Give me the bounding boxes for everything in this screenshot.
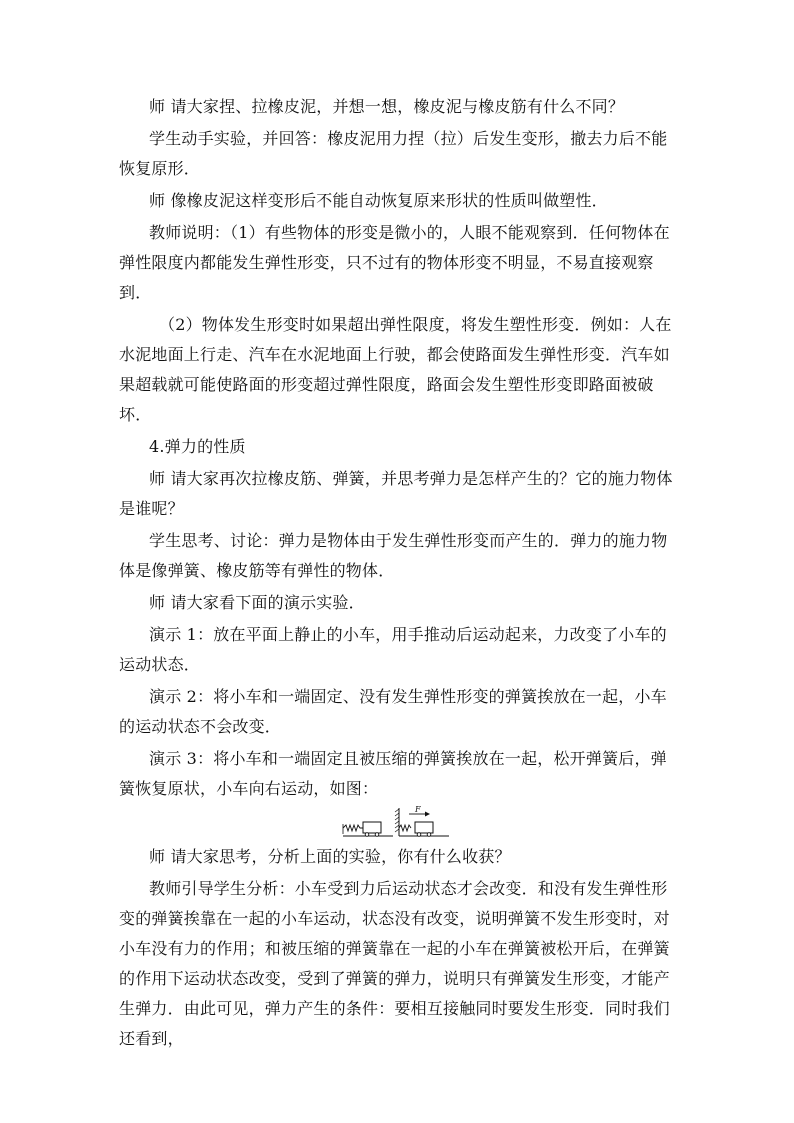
section-heading-elastic-force: 4.弹力的性质 bbox=[149, 437, 246, 456]
paragraph-student-discussion: 学生思考、讨论：弹力是物体由于发生弹性形变而产生的．弹力的施力物体是像弹簧、橡皮筋等有弹性的物体． bbox=[119, 531, 668, 580]
paragraph-student-answer: 学生动手实验，并回答：橡皮泥用力捏（拉）后发生变形，撤去力后不能恢复原形． bbox=[119, 129, 668, 178]
force-label: F bbox=[415, 806, 421, 814]
center-wall-hatch-icon bbox=[395, 809, 399, 832]
compressed-spring-icon bbox=[343, 825, 363, 831]
paragraph-demo-1: 演示 1：放在平面上静止的小车，用手推动后运动起来，力改变了小车的运动状态． bbox=[119, 625, 667, 674]
paragraph-teacher-question-analysis: 师 请大家思考，分析上面的实验，你有什么收获？ bbox=[149, 847, 511, 866]
paragraph-teacher-question-spring: 师 请大家再次拉橡皮筋、弹簧，并思考弹力是怎样产生的？它的施力物体是谁呢？ bbox=[119, 469, 673, 518]
left-cart-wheel-1 bbox=[365, 833, 369, 837]
right-cart-body bbox=[415, 822, 433, 833]
paragraph-plasticity-definition: 师 像橡皮泥这样变形后不能自动恢复原来形状的性质叫做塑性． bbox=[149, 191, 608, 210]
right-cart-wheel-2 bbox=[427, 833, 431, 837]
paragraph-teacher-note-2: （2）物体发生形变时如果超出弹性限度，将发生塑性形变．例如：人在水泥地面上行走、汽车在水泥地面上行驶，都会使路面发生弹性形变．汽车如果超载就可能使路面的形变超过弹性限度，路面会发生塑性形变即路面被破坏． bbox=[119, 315, 672, 424]
left-cart-body bbox=[363, 822, 381, 833]
paragraph-demo-intro: 师 请大家看下面的演示实验． bbox=[149, 593, 365, 612]
paragraph-teacher-note-1: 教师说明：（1）有些物体的形变是微小的，人眼不能观察到．任何物体在弹性限度内都能发生弹性形变，只不过有的物体形变不明显，不易直接观察到． bbox=[119, 223, 670, 302]
paragraph-demo-2: 演示 2：将小车和一端固定、没有发生弹性形变的弹簧挨放在一起，小车的运动状态不会改变． bbox=[119, 687, 667, 736]
paragraph-teacher-guided-analysis: 教师引导学生分析：小车受到力后运动状态才会改变．和没有发生弹性形变的弹簧挨靠在一起的小车运动，状态没有改变，说明弹簧不发生形变时，对小车没有力的作用；和被压缩的弹簧靠在一起的小车在弹簧被松开后，在弹簧的作用下运动状态改变，受到了弹簧的弹力，说明只有弹簧发生形变，才能产生弹力．由此可见，弹力产生的条件：要相互接触同时要发生形变．同时我们还看到， bbox=[119, 879, 670, 1048]
right-cart-wheel-1 bbox=[417, 833, 421, 837]
paragraph-teacher-question-plasticine: 师 请大家捏、拉橡皮泥，并想一想，橡皮泥与橡皮筋有什么不同？ bbox=[149, 97, 625, 116]
spring-cart-figure bbox=[341, 806, 451, 840]
document-body bbox=[119, 92, 675, 1056]
paragraph-demo-3: 演示 3：将小车和一端固定且被压缩的弹簧挨放在一起，松开弹簧后，弹簧恢复原状，小车向右运动，如图： bbox=[119, 749, 667, 798]
left-cart-wheel-2 bbox=[375, 833, 379, 837]
force-arrow-head-icon bbox=[425, 812, 430, 817]
released-spring-icon bbox=[399, 825, 411, 831]
